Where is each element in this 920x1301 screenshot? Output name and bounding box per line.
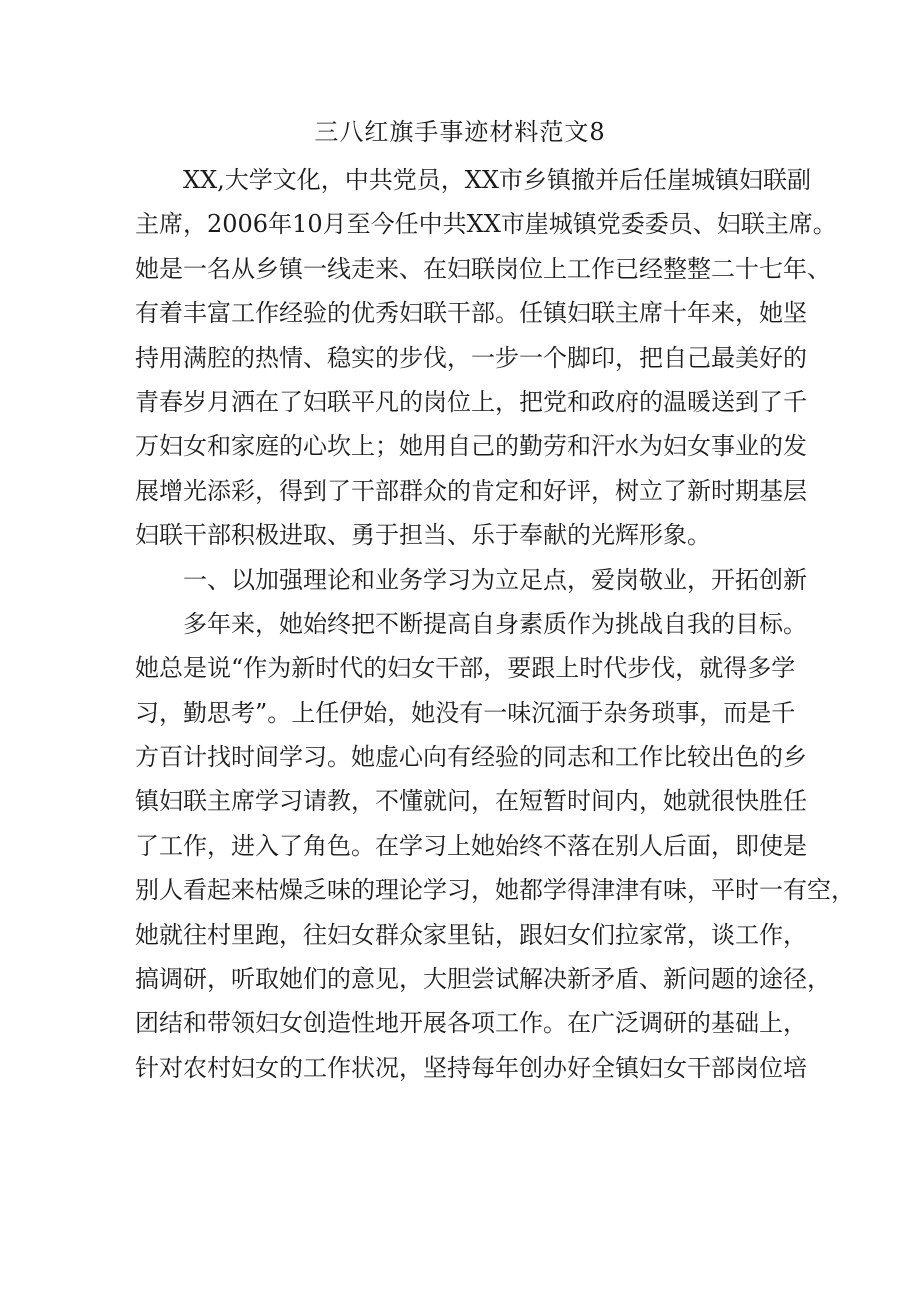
text-line: XX,大学文化，中共党员，XX市乡镇撤并后任崖城镇妇联副	[183, 166, 811, 194]
text-line: 万妇女和家庭的心坎上；她用自己的勤劳和汗水为妇女事业的发	[135, 432, 807, 461]
text-line: 针对农村妇女的工作状况，坚持每年创办好全镇妇女干部岗位培	[135, 1053, 807, 1082]
document-body	[135, 158, 855, 1090]
text-line: 团结和带领妇女创造性地开展各项工作。在广泛调研的基础上，	[135, 1009, 807, 1038]
text-line: 了工作，进入了角色。在学习上她始终不落在别人后面，即使是	[135, 831, 807, 860]
text-line: 妇联干部积极进取、勇于担当、乐于奉献的光辉形象。	[135, 521, 711, 550]
document-title: 三八红旗手事迹材料范文8	[314, 118, 606, 146]
text-line: 青春岁月洒在了妇联平凡的岗位上，把党和政府的温暖送到了千	[135, 387, 807, 416]
text-line: 展增光添彩，得到了干部群众的肯定和好评，树立了新时期基层	[135, 476, 807, 505]
text-line: 镇妇联主席学习请教，不懂就问，在短暂时间内，她就很快胜任	[135, 787, 807, 816]
text-line: 有着丰富工作经验的优秀妇联干部。任镇妇联主席十年来，她坚	[135, 299, 807, 328]
text-line: 她总是说“作为新时代的妇女干部，要跟上时代步伐，就得多学	[135, 654, 796, 683]
text-line: 习，勤思考”。上任伊始，她没有一味沉湎于杂务琐事，而是千	[135, 698, 796, 727]
text-line: 持用满腔的热情、稳实的步伐，一步一个脚印，把自己最美好的	[135, 343, 807, 372]
text-line: 主席，2006年10月至今任中共XX市崖城镇党委委员、妇联主席。	[135, 210, 837, 239]
text-line: 一、以加强理论和业务学习为立足点，爱岗敬业，开拓创新	[183, 565, 807, 594]
text-line: 方百计找时间学习。她虚心向有经验的同志和工作比较出色的乡	[135, 743, 807, 772]
text-line: 她就往村里跑，往妇女群众家里钻，跟妇女们拉家常，谈工作，	[135, 920, 807, 949]
text-line: 多年来，她始终把不断提高自身素质作为挑战自我的目标。	[183, 609, 807, 638]
text-line: 她是一名从乡镇一线走来、在妇联岗位上工作已经整整二十七年、	[135, 254, 831, 283]
text-line: 别人看起来枯燥乏味的理论学习，她都学得津津有味，平时一有空，	[135, 876, 855, 905]
text-line: 搞调研，听取她们的意见，大胆尝试解决新矛盾、新问题的途径，	[135, 965, 831, 994]
